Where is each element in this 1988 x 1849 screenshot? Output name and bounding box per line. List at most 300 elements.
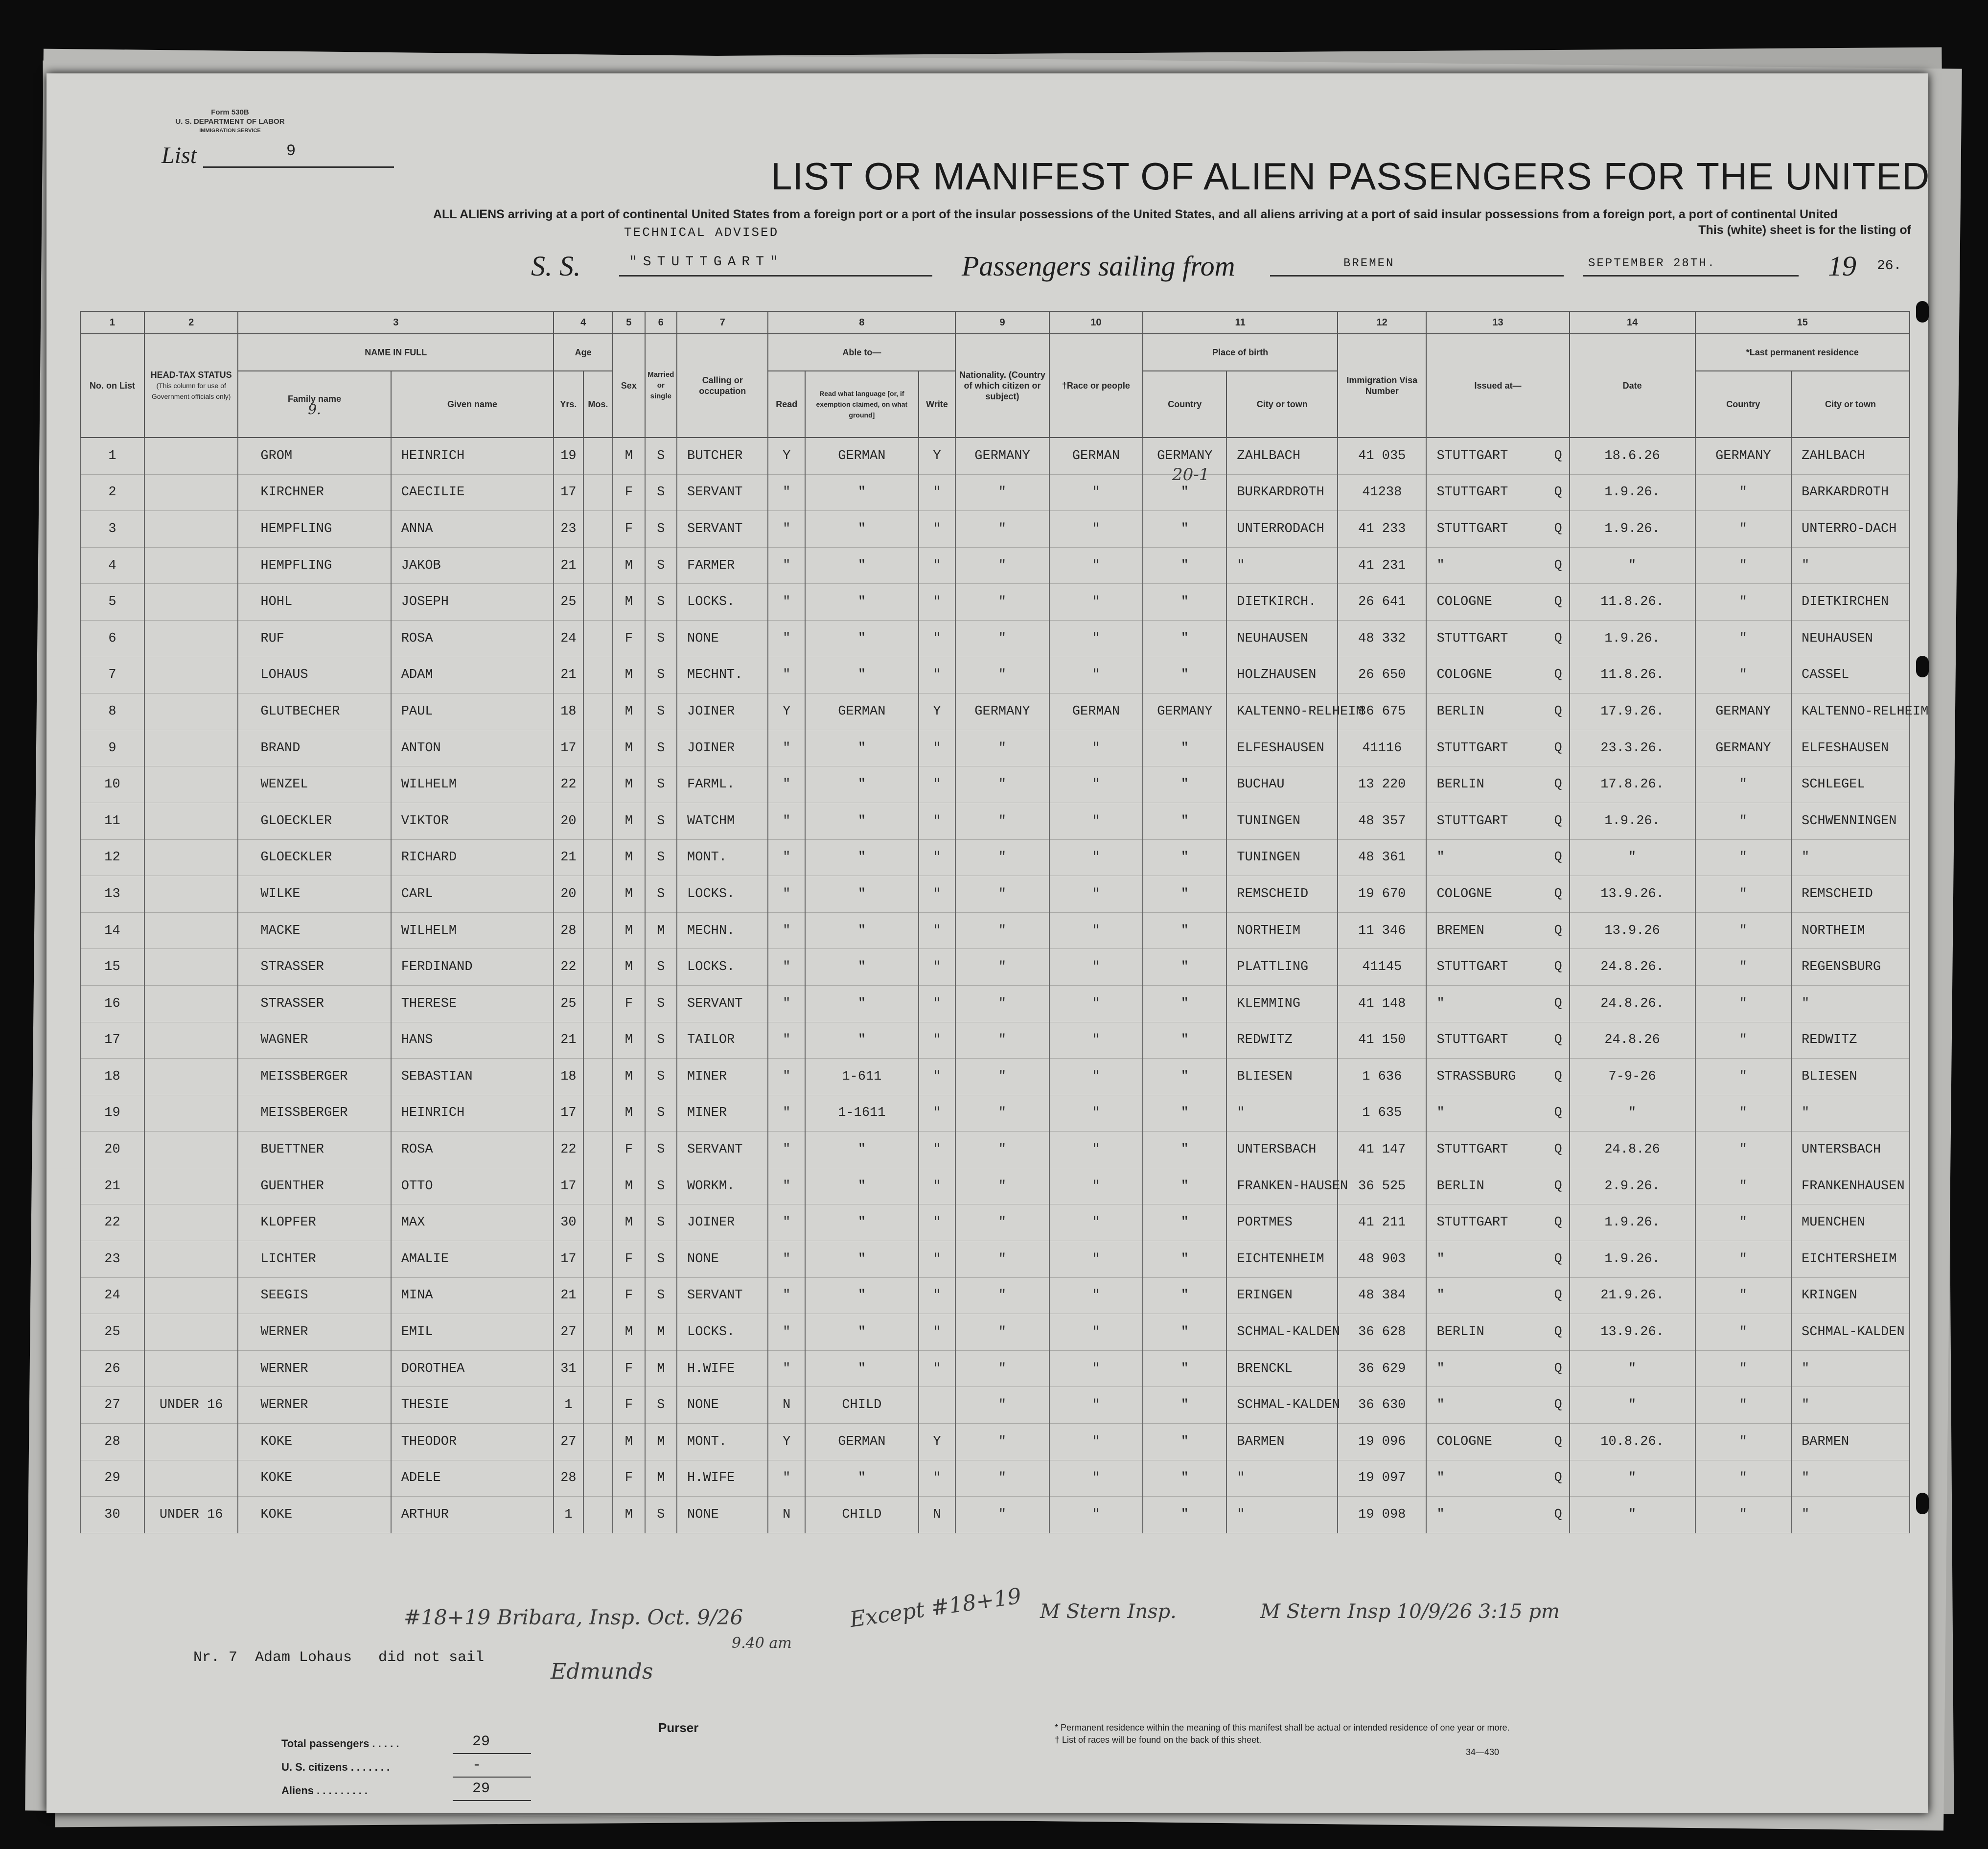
- visa-number: 41 035: [1338, 438, 1426, 474]
- age-months: [583, 511, 613, 548]
- did-not-sail-note: Nr. 7 Adam Lohaus did not sail: [193, 1649, 485, 1666]
- visa-number: 41 233: [1338, 511, 1426, 548]
- residence-country: ": [1695, 912, 1791, 949]
- nationality: ": [955, 1022, 1049, 1059]
- family-header-mark: 9.: [308, 401, 321, 417]
- issued-at: [1426, 547, 1569, 584]
- residence-city: UNTERRO-DACH: [1791, 511, 1910, 548]
- nationality: ": [955, 912, 1049, 949]
- head-tax-cell: [144, 949, 238, 986]
- given-name: ADAM: [391, 657, 554, 693]
- issued-at: [1426, 1022, 1569, 1059]
- visa-number: 1 636: [1338, 1059, 1426, 1095]
- given-name: ANNA: [391, 511, 554, 548]
- visa-date: 24.8.26.: [1570, 985, 1695, 1022]
- issued-at: [1426, 620, 1569, 657]
- occupation: LOCKS.: [677, 584, 768, 621]
- race: ": [1049, 474, 1143, 511]
- visa-number: 41116: [1338, 730, 1426, 766]
- residence-city: CASSEL: [1791, 657, 1910, 693]
- residence-city: EICHTERSHEIM: [1791, 1241, 1910, 1278]
- family-name: GROM: [238, 438, 391, 474]
- race: ": [1049, 1022, 1143, 1059]
- race: ": [1049, 1350, 1143, 1387]
- race: ": [1049, 1059, 1143, 1095]
- sex: M: [613, 803, 645, 839]
- visa-date: 13.9.26.: [1570, 1314, 1695, 1351]
- read-language: ": [805, 657, 919, 693]
- family-name: HEMPFLING: [238, 547, 391, 584]
- aliens-count: 29: [472, 1780, 490, 1797]
- can-read: Y: [768, 438, 805, 474]
- given-name: DOROTHEA: [391, 1350, 554, 1387]
- marital-status: S: [645, 438, 677, 474]
- quota-mark: Q: [1554, 740, 1562, 756]
- visa-number: 26 641: [1338, 584, 1426, 621]
- race: GERMAN: [1049, 438, 1143, 474]
- birth-city: BURKARDROTH: [1226, 474, 1338, 511]
- race: ": [1049, 1497, 1143, 1533]
- residence-city: ": [1791, 985, 1910, 1022]
- date-line: [1583, 275, 1799, 277]
- age-months: [583, 1022, 613, 1059]
- issued-at: [1426, 803, 1569, 839]
- inspection-note: #18+19 Bribara, Insp. Oct. 9/26: [404, 1605, 743, 1629]
- can-write: ": [919, 876, 956, 913]
- residence-country: ": [1695, 620, 1791, 657]
- table-row: [80, 985, 1910, 1022]
- given-name: FERDINAND: [391, 949, 554, 986]
- age-months: [583, 912, 613, 949]
- punch-hole: [1916, 301, 1929, 323]
- quota-mark: Q: [1554, 631, 1562, 646]
- race: ": [1049, 1241, 1143, 1278]
- issued-at: [1426, 657, 1569, 693]
- row-number: 28: [80, 1424, 144, 1460]
- birth-city: TUNINGEN: [1226, 803, 1338, 839]
- col-num: 9: [955, 311, 1049, 334]
- residence-city: REMSCHEID: [1791, 876, 1910, 913]
- row-number: 18: [80, 1059, 144, 1095]
- birth-city: SCHMAL-KALDEN: [1226, 1314, 1338, 1351]
- occupation: SERVANT: [677, 511, 768, 548]
- table-row: [80, 1095, 1910, 1132]
- nationality: ": [955, 474, 1049, 511]
- residence-city: KRINGEN: [1791, 1277, 1910, 1314]
- birth-country: ": [1143, 803, 1226, 839]
- table-row: [80, 693, 1910, 730]
- row-number: 15: [80, 949, 144, 986]
- quota-mark: Q: [1554, 996, 1562, 1011]
- occupation: MECHN.: [677, 912, 768, 949]
- read-language: ": [805, 1168, 919, 1204]
- race: ": [1049, 803, 1143, 839]
- visa-date: 23.3.26.: [1570, 730, 1695, 766]
- head-tax-cell: [144, 1059, 238, 1095]
- page-title: LIST OR MANIFEST OF ALIEN PASSENGERS FOR THE UNITED: [771, 155, 1930, 198]
- visa-date: ": [1570, 1387, 1695, 1424]
- sex: M: [613, 1314, 645, 1351]
- sex: M: [613, 657, 645, 693]
- issued-at-text: BERLIN: [1436, 1325, 1484, 1340]
- can-read: ": [768, 547, 805, 584]
- row-number: 17: [80, 1022, 144, 1059]
- quota-mark: Q: [1554, 1215, 1562, 1230]
- birth-city: EICHTENHEIM: [1226, 1241, 1338, 1278]
- issued-at: [1426, 1059, 1569, 1095]
- col-num: 10: [1049, 311, 1143, 334]
- occupation: TAILOR: [677, 1022, 768, 1059]
- visa-date: 18.6.26: [1570, 438, 1695, 474]
- row-number: 22: [80, 1204, 144, 1241]
- issued-at: [1426, 474, 1569, 511]
- birth-country: ": [1143, 730, 1226, 766]
- header-name-in-full: NAME IN FULL: [238, 334, 554, 371]
- can-read: ": [768, 1314, 805, 1351]
- table-row: [80, 1241, 1910, 1278]
- given-name: ROSA: [391, 1132, 554, 1168]
- can-read: ": [768, 949, 805, 986]
- head-tax-cell: [144, 839, 238, 876]
- visa-date: 2.9.26.: [1570, 1168, 1695, 1204]
- age-years: 22: [554, 949, 583, 986]
- birth-city: HOLZHAUSEN: [1226, 657, 1338, 693]
- issued-at-text: STUTTGART: [1436, 1215, 1508, 1230]
- age-years: 21: [554, 839, 583, 876]
- visa-date: 21.9.26.: [1570, 1277, 1695, 1314]
- birth-city: UNTERRODACH: [1226, 511, 1338, 548]
- nationality: ": [955, 1460, 1049, 1497]
- age-years: 17: [554, 730, 583, 766]
- birth-country: ": [1143, 474, 1226, 511]
- nationality: ": [955, 1095, 1049, 1132]
- occupation: LOCKS.: [677, 949, 768, 986]
- issued-at: [1426, 1277, 1569, 1314]
- table-row: [80, 620, 1910, 657]
- nationality: ": [955, 949, 1049, 986]
- residence-country: ": [1695, 657, 1791, 693]
- quota-mark: Q: [1554, 1106, 1562, 1121]
- marital-status: S: [645, 766, 677, 803]
- quota-mark: Q: [1554, 1398, 1562, 1413]
- head-tax-cell: [144, 1168, 238, 1204]
- quota-mark: Q: [1554, 1142, 1562, 1157]
- ss-label: S. S.: [531, 250, 581, 282]
- can-write: ": [919, 1022, 956, 1059]
- visa-number: 19 670: [1338, 876, 1426, 913]
- issued-at-text: STUTTGART: [1436, 1033, 1508, 1048]
- marital-status: S: [645, 547, 677, 584]
- age-years: 21: [554, 547, 583, 584]
- occupation: MONT.: [677, 1424, 768, 1460]
- row-number: 7: [80, 657, 144, 693]
- can-write: ": [919, 511, 956, 548]
- visa-date: 1.9.26.: [1570, 620, 1695, 657]
- read-language: CHILD: [805, 1497, 919, 1533]
- can-write: ": [919, 1168, 956, 1204]
- can-write: ": [919, 1277, 956, 1314]
- read-language: ": [805, 474, 919, 511]
- issued-at-text: STUTTGART: [1436, 960, 1508, 975]
- can-read: ": [768, 1277, 805, 1314]
- residence-country: ": [1695, 1059, 1791, 1095]
- issued-at: [1426, 912, 1569, 949]
- given-name: JOSEPH: [391, 584, 554, 621]
- read-language: ": [805, 876, 919, 913]
- age-years: 17: [554, 1168, 583, 1204]
- visa-date: ": [1570, 1095, 1695, 1132]
- quota-mark: Q: [1554, 1069, 1562, 1084]
- birth-country: ": [1143, 985, 1226, 1022]
- age-months: [583, 620, 613, 657]
- birth-country: ": [1143, 1460, 1226, 1497]
- birth-city: ELFESHAUSEN: [1226, 730, 1338, 766]
- residence-country: ": [1695, 1350, 1791, 1387]
- table-row: [80, 584, 1910, 621]
- given-name: OTTO: [391, 1168, 554, 1204]
- sex: M: [613, 766, 645, 803]
- race: ": [1049, 1168, 1143, 1204]
- birth-city: ": [1226, 1095, 1338, 1132]
- can-read: ": [768, 1241, 805, 1278]
- row-number: 20: [80, 1132, 144, 1168]
- can-write: ": [919, 1460, 956, 1497]
- col-num: 4: [554, 311, 613, 334]
- occupation: LOCKS.: [677, 876, 768, 913]
- family-name: WERNER: [238, 1350, 391, 1387]
- given-name: CAECILIE: [391, 474, 554, 511]
- issued-at-text: ": [1436, 1507, 1445, 1523]
- age-months: [583, 1168, 613, 1204]
- nationality: ": [955, 1059, 1049, 1095]
- marital-status: S: [645, 803, 677, 839]
- visa-date: 10.8.26.: [1570, 1424, 1695, 1460]
- can-read: ": [768, 1168, 805, 1204]
- age-years: 27: [554, 1314, 583, 1351]
- visa-number: 1 635: [1338, 1095, 1426, 1132]
- row-number: 21: [80, 1168, 144, 1204]
- can-read: ": [768, 511, 805, 548]
- read-language: ": [805, 584, 919, 621]
- nationality: GERMANY: [955, 693, 1049, 730]
- issued-at-text: COLOGNE: [1436, 886, 1492, 901]
- manifest-table: [80, 311, 1929, 1533]
- family-name: LICHTER: [238, 1241, 391, 1278]
- age-years: 1: [554, 1497, 583, 1533]
- col-num: 8: [768, 311, 955, 334]
- occupation: SERVANT: [677, 1132, 768, 1168]
- head-tax-cell: [144, 1132, 238, 1168]
- row-number: 27: [80, 1387, 144, 1424]
- sex: M: [613, 1497, 645, 1533]
- table-row: [80, 1424, 1910, 1460]
- birth-city: BRENCKL: [1226, 1350, 1338, 1387]
- issued-at: [1426, 876, 1569, 913]
- subtitle-line-2: This (white) sheet is for the listing of: [1698, 223, 1911, 237]
- given-name: RICHARD: [391, 839, 554, 876]
- residence-country: ": [1695, 1022, 1791, 1059]
- port-line: [1270, 275, 1564, 277]
- race: ": [1049, 511, 1143, 548]
- visa-number: 19 098: [1338, 1497, 1426, 1533]
- age-months: [583, 1314, 613, 1351]
- age-months: [583, 1095, 613, 1132]
- can-write: N: [919, 1497, 956, 1533]
- birth-country: ": [1143, 657, 1226, 693]
- issued-at: [1426, 1095, 1569, 1132]
- visa-number: 11 346: [1338, 912, 1426, 949]
- occupation: FARMER: [677, 547, 768, 584]
- occupation: NONE: [677, 1497, 768, 1533]
- read-language: ": [805, 766, 919, 803]
- family-name: WILKE: [238, 876, 391, 913]
- header-visa: Immigration Visa Number: [1338, 334, 1426, 438]
- read-language: GERMAN: [805, 438, 919, 474]
- family-name: BRAND: [238, 730, 391, 766]
- can-read: ": [768, 766, 805, 803]
- nationality: ": [955, 511, 1049, 548]
- header-sex: Sex: [613, 334, 645, 438]
- can-read: ": [768, 1132, 805, 1168]
- nationality: ": [955, 547, 1049, 584]
- residence-city: ": [1791, 839, 1910, 876]
- nationality: ": [955, 584, 1049, 621]
- issued-at: [1426, 1497, 1569, 1533]
- quota-mark: Q: [1554, 923, 1562, 938]
- marital-status: S: [645, 949, 677, 986]
- birth-city: NEUHAUSEN: [1226, 620, 1338, 657]
- header-no-on-list: No. on List: [80, 334, 144, 438]
- age-years: 20: [554, 803, 583, 839]
- residence-city: SCHWENNINGEN: [1791, 803, 1910, 839]
- age-years: 17: [554, 1241, 583, 1278]
- race: ": [1049, 1204, 1143, 1241]
- nationality: ": [955, 1387, 1049, 1424]
- race: ": [1049, 620, 1143, 657]
- issued-at-text: COLOGNE: [1436, 668, 1492, 683]
- family-name: WERNER: [238, 1387, 391, 1424]
- given-name: MAX: [391, 1204, 554, 1241]
- can-read: ": [768, 730, 805, 766]
- quota-mark: Q: [1554, 1361, 1562, 1376]
- residence-country: ": [1695, 511, 1791, 548]
- col-num: 12: [1338, 311, 1426, 334]
- age-years: 18: [554, 693, 583, 730]
- can-read: ": [768, 584, 805, 621]
- row-number: 14: [80, 912, 144, 949]
- can-write: ": [919, 839, 956, 876]
- visa-number: 36 628: [1338, 1314, 1426, 1351]
- header-place-of-birth: Place of birth: [1143, 334, 1338, 371]
- can-write: ": [919, 1095, 956, 1132]
- can-read: ": [768, 1022, 805, 1059]
- list-label: List: [162, 142, 197, 168]
- occupation: WORKM.: [677, 1168, 768, 1204]
- col-num: 14: [1570, 311, 1695, 334]
- age-months: [583, 985, 613, 1022]
- family-name: KOKE: [238, 1497, 391, 1533]
- issued-at: [1426, 1204, 1569, 1241]
- quota-mark: Q: [1554, 886, 1562, 901]
- issued-at-text: STUTTGART: [1436, 521, 1508, 536]
- visa-number: 41 211: [1338, 1204, 1426, 1241]
- issued-at-text: COLOGNE: [1436, 595, 1492, 610]
- residence-country: ": [1695, 766, 1791, 803]
- aliens-label: Aliens . . . . . . . . .: [281, 1784, 368, 1797]
- family-name: BUETTNER: [238, 1132, 391, 1168]
- marital-status: M: [645, 1460, 677, 1497]
- table-row: [80, 1314, 1910, 1351]
- birth-country: ": [1143, 1095, 1226, 1132]
- visa-number: 26 650: [1338, 657, 1426, 693]
- table-row: [80, 876, 1910, 913]
- age-years: 1: [554, 1387, 583, 1424]
- occupation: H.WIFE: [677, 1350, 768, 1387]
- birth-country: ": [1143, 1168, 1226, 1204]
- nationality: ": [955, 1350, 1049, 1387]
- visa-number: 48 332: [1338, 620, 1426, 657]
- sex: F: [613, 620, 645, 657]
- family-name: MEISSBERGER: [238, 1095, 391, 1132]
- visa-number: 41 147: [1338, 1132, 1426, 1168]
- can-write: Y: [919, 438, 956, 474]
- birth-country: GERMANY: [1143, 693, 1226, 730]
- column-number-row: [80, 311, 1910, 334]
- marital-status: S: [645, 1241, 677, 1278]
- col-num: 6: [645, 311, 677, 334]
- age-months: [583, 1241, 613, 1278]
- can-write: [919, 1387, 956, 1424]
- residence-country: ": [1695, 1204, 1791, 1241]
- birth-country: ": [1143, 1350, 1226, 1387]
- table-row: [80, 1460, 1910, 1497]
- sex: M: [613, 876, 645, 913]
- family-name: GLOECKLER: [238, 803, 391, 839]
- age-years: 22: [554, 1132, 583, 1168]
- birth-city: BARMEN: [1226, 1424, 1338, 1460]
- visa-number: 48 903: [1338, 1241, 1426, 1278]
- age-years: 19: [554, 438, 583, 474]
- sex: F: [613, 1277, 645, 1314]
- sex: F: [613, 985, 645, 1022]
- head-tax-cell: [144, 1424, 238, 1460]
- table-row: [80, 1059, 1910, 1095]
- residence-city: UNTERSBACH: [1791, 1132, 1910, 1168]
- row-number: 2: [80, 474, 144, 511]
- quota-mark: Q: [1554, 595, 1562, 610]
- given-name: THESIE: [391, 1387, 554, 1424]
- sex: M: [613, 1095, 645, 1132]
- race: ": [1049, 1460, 1143, 1497]
- row-number: 11: [80, 803, 144, 839]
- residence-city: BARKARDROTH: [1791, 474, 1910, 511]
- issued-at: [1426, 1314, 1569, 1351]
- residence-city: BARMEN: [1791, 1424, 1910, 1460]
- visa-date: 24.8.26: [1570, 1022, 1695, 1059]
- table-row: [80, 912, 1910, 949]
- issued-at-text: COLOGNE: [1436, 1434, 1492, 1449]
- row-number: 23: [80, 1241, 144, 1278]
- visa-number: 41145: [1338, 949, 1426, 986]
- read-language: ": [805, 839, 919, 876]
- head-tax-cell: [144, 766, 238, 803]
- head-tax-cell: [144, 730, 238, 766]
- race: ": [1049, 1424, 1143, 1460]
- family-name: KIRCHNER: [238, 474, 391, 511]
- issued-at: [1426, 693, 1569, 730]
- family-name: GLUTBECHER: [238, 693, 391, 730]
- given-name: AMALIE: [391, 1241, 554, 1278]
